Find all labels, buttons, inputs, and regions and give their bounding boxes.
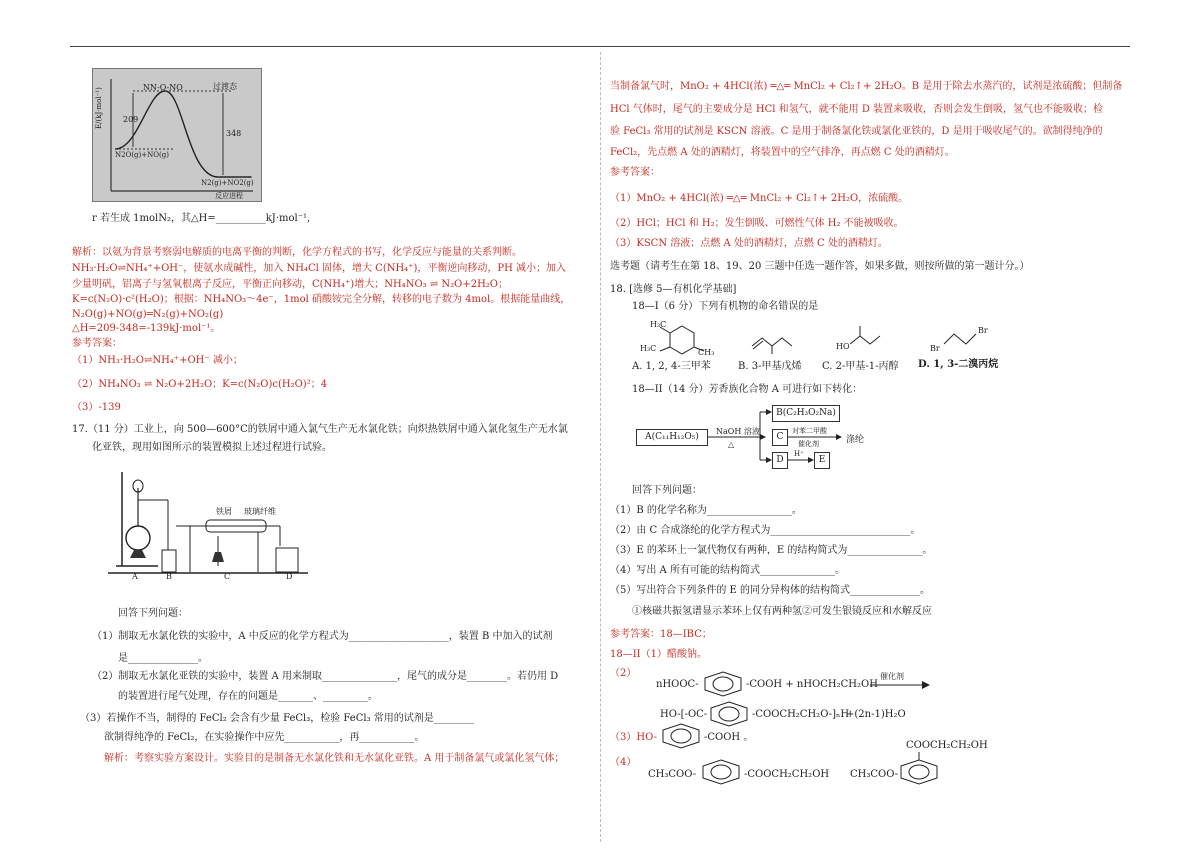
diagram-val-209: 209 [123,115,139,124]
q-energy-line: r 若生成 1molN₂，其△H=__________kJ·mol⁻¹, [92,213,311,224]
benzene-ring-eq1 [700,670,746,698]
diagram-x-axis: 反应进程 [215,192,243,200]
apparatus-label-iron: 铁屑 [216,507,232,516]
ref-18: 参考答案：18—IBC； [610,629,712,640]
q18-1: （1）B 的化学名称为_________________。 [610,505,802,516]
apparatus-figure [98,466,310,582]
ans-18-3: （3）HO- [610,732,658,743]
flow-box-b: B(C₂H₃O₂Na) [772,405,840,422]
answer-3: （3）-139 [72,402,121,413]
expl-line: N₂O(g)+NO(g)═N₂(g)+NO₂(g) [72,309,224,320]
q17-1b: 是______________。 [118,653,208,664]
molecule-b-svg [748,326,808,356]
select-note: 选考题（请考生在第 18、19、20 三题中任选一题作答，如果多做，则按所做的第一题计分。） [610,261,1030,272]
flow-cond-terephthalic: 对苯二甲酸 [792,427,827,435]
q17-2a: （2）制取无水氯化亚铁的实验中，装置 A 用来制取_______________，尾气的成分是________。若仍用 D [92,671,559,682]
eq1-catalyst: 催化剂 [880,672,904,681]
q18-5: （5）写出符合下列条件的 E 的同分异构体的结构简式______________。 [610,585,931,596]
eq2-left: HO-[-OC- [660,709,708,720]
eq2-right: +(2n-1)H₂O [846,709,906,720]
a4-1-right: -COOCH₂CH₂OH [744,769,830,780]
ans-18-4-label: （4） [610,757,637,768]
r-expl-line: HCl 气体时，尾气的主要成分是 HCl 和氢气，就不能用 D 装置来吸收，否则会发生倒吸，氢气也不能吸收；检 [610,104,1104,115]
q18-head: 18. [选修 5—有机化学基础] [610,284,737,295]
benzene-ring-ans3 [658,722,704,750]
apparatus-label-d: D [286,572,293,581]
flow-box-e: E [814,452,830,469]
q18-4: （4）写出 A 所有可能的结构简式_______________。 [610,565,845,576]
option-c: C. 2-甲基-1-丙醇 [822,361,899,372]
answer-2: （2）NH₄NO₃ ⇌ N₂O+2H₂O；K=c(N₂O)c(H₂O)²；4 [72,379,328,390]
q17-line-2: 化亚铁，现用如图所示的装置模拟上述过程进行试验。 [92,442,332,453]
ans-18-2-label: （2） [610,668,637,679]
molecule-b [748,326,808,356]
q18-5-condition: ①核磁共振氢谱显示苯环上仅有两种氢②可发生银镜反应和水解反应 [632,606,932,617]
r-answer-intro: 回答下列问题： [632,485,702,496]
expl-line: △H=209-348=-139kJ·mol⁻¹。 [72,323,221,334]
r-answer-1: （1）MnO₂ + 4HCl(浓) ═△═ MnCl₂ + Cl₂↑+ 2H₂O，浓硫酸。 [610,193,909,204]
eq1-left: nHOOC- [656,679,699,690]
eq1-mid: -COOH + nHOCH₂CH₂OH [746,679,878,690]
diagram-val-348: 348 [226,129,242,138]
diagram-y-axis: E/(kJ·mol⁻¹) [95,87,103,129]
mol-a-h3c-1: H₃C [650,320,667,329]
flow-chart [636,402,886,474]
flow-box-d: D [772,452,788,469]
mol-a-ch3: CH₃ [698,348,715,357]
q18-3: （3）E 的苯环上一氯代物仅有两种，E 的结构简式为_______________。 [610,545,933,556]
apparatus-label-c: C [224,572,231,581]
a4-2-top: COOCH₂CH₂OH [906,740,988,751]
energy-diagram-image [92,68,262,202]
flow-cond-heat: △ [728,440,735,449]
molecule-d [928,324,1000,356]
r-expl-line: 验 FeCl₃ 常用的试剂是 KSCN 溶液。C 是用于制备氯化铁或氯化亚铁的，D 是用于吸收尾气的。欲制得纯净的 [610,126,1103,137]
option-b: B. 3-甲基戊烯 [738,361,802,372]
eq2-mid: -COOCH₂CH₂O-]ₙH [752,709,850,720]
ans-18-1: 18—II（1）醋酸钠。 [610,649,707,660]
header-rule [70,46,1130,47]
flow-box-c: C [772,429,788,446]
diagram-reactants: N2O(g)+NO(g) [115,151,169,159]
q18-2: （2）由 C 合成涤纶的化学方程式为____________________________。 [610,525,921,536]
q17-explanation: 解析：考察实验方案设计。实验目的是制备无水氯化铁和无水氯化亚铁。A 用于制备氯气或氯化氢气体； [104,753,565,764]
q18-II: 18—II（14 分）芳香族化合物 A 可进行如下转化： [632,384,863,395]
apparatus-label-glassfiber: 玻璃纤维 [244,507,276,516]
flow-box-a: A(C₁₁H₁₂O₅) [636,429,708,446]
flow-cond-naoh: NaOH 溶液 [716,427,760,436]
mol-a-h3c-2: H₃C [640,344,657,353]
answer-1: （1）NH₃·H₂O⇌NH₄⁺+OH⁻ 减小； [72,355,243,366]
diagram-products: N2(g)+NO2(g) [201,179,254,187]
expl-line: NH₃·H₂O⇌NH₄⁺+OH⁻，使氨水成碱性，加入 NH₄Cl 固体，增大 C(NH₄⁺)，平衡逆向移动，PH 减小；加入 [72,263,567,274]
option-a: A. 1, 2, 4-三甲苯 [632,361,711,372]
r-answer-3: （3）KSCN 溶液；点燃 A 处的酒精灯，点燃 C 处的酒精灯。 [610,238,888,249]
column-divider [600,52,601,842]
answer-intro: 回答下列问题： [118,608,188,619]
apparatus-label-a: A [132,572,138,581]
molecule-a [638,318,718,360]
r-expl-line: FeCl₂，先点燃 A 处的酒精灯，将装置中的空气排净，再点燃 C 处的酒精灯。 [610,147,955,158]
q17-line-1: 17.（11 分）工业上，向 500—600°C的铁屑中通入氯气生产无水氯化铁；向炽热铁屑中通入氯化氢生产无水氯 [72,424,568,435]
option-d: D. 1, 3-二溴丙烷 [918,359,999,370]
expl-line: 解析：以氨为背景考察弱电解质的电离平衡的判断，化学方程式的书写，化学反应与能量的关系判断。 [72,247,522,258]
benzene-ring-a4-2 [896,752,942,786]
flow-cond-catalyst: 催化剂 [798,440,819,448]
apparatus-svg [98,466,310,582]
diagram-transition-label: 过渡态 [213,82,237,91]
molecule-c [836,322,886,354]
r-answer-2: （2）HCl；HCl 和 H₂；发生倒吸、可燃性气体 H₂ 不能被吸收。 [610,218,904,229]
r-ref-label: 参考答案： [610,167,660,178]
q17-3a: （3）若操作不当，制得的 FeCl₂ 会含有少量 FeCl₃，检验 FeCl₃ 常用的试剂是________ [80,713,474,724]
a4-2-left: CH₃COO- [850,769,899,780]
diagram-top-label: NN-O-NO [143,83,183,92]
a4-1-left: CH₃COO- [648,769,697,780]
ans-18-3b: -COOH 。 [704,732,754,743]
flow-product: 涤纶 [846,435,865,445]
r-expl-line: 当制备氯气时，MnO₂ + 4HCl(浓) ═△═ MnCl₂ + Cl₂↑+ 2H₂O。B 是用于除去水蒸汽的，试剂是浓硫酸；但制备 [610,81,1123,92]
mol-d-br-2: Br [978,326,988,335]
expl-line: K=c(N₂O)·c²(H₂O)；根据：NH₄NO₃～4e⁻，1mol 硝酸铵完全分解，转移的电子数为 4mol。根据能量曲线， [72,294,571,305]
mol-d-br-1: Br [930,344,940,353]
q17-1a: （1）制取无水氯化铁的实验中，A 中反应的化学方程式为____________________，装置 B 中加入的试剂 [92,631,553,642]
q17-3b: 欲制得纯净的 FeCl₂，在实验操作中应先___________，再___________。 [104,732,425,743]
q18-I: 18—I（6 分）下列有机物的命名错误的是 [632,301,819,312]
flow-cond-hplus: H⁺ [794,450,804,458]
mol-c-ho: HO [836,342,850,351]
ref-answer-label: 参考答案： [72,338,122,349]
benzene-ring-a4-1 [698,758,744,786]
q17-2b: 的装置进行尾气处理，存在的问题是_______、_________。 [118,691,378,702]
expl-line: 少量明矾，铝离子与氢氧根离子反应，平衡正向移动，C(NH₄⁺)增大；NH₄NO₃ ⇌ N₂O+2H₂O； [72,279,509,290]
eq1-arrow [870,680,930,690]
benzene-ring-eq2 [706,700,752,728]
apparatus-label-b: B [166,572,172,581]
